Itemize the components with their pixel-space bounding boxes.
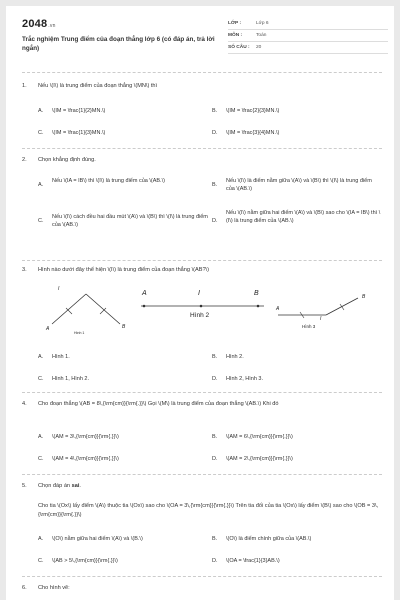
question-6: [22, 584, 382, 592]
option-text: \(AM = 4\,{\rm{cm}}{\rm{.}}\): [52, 456, 119, 462]
option-label: A.: [38, 108, 44, 114]
figure-3-label-a: A: [276, 306, 280, 312]
question-number: 5.: [22, 483, 27, 489]
option-text: \(AM = 6\,{\rm{cm}}{\rm{.}}\): [226, 434, 293, 440]
option-text: \(AM = 2\,{\rm{cm}}{\rm{.}}\): [226, 456, 293, 462]
figure-1-caption: Hình 1: [74, 331, 85, 335]
option-text: Hình 2, Hình 3.: [226, 376, 263, 382]
option-text: \(OA = \frac{1}{3}AB.\): [226, 558, 280, 564]
question-text: Nếu \(I\) là trung điểm của đoạn thẳng \(MN\) thì: [38, 83, 158, 89]
divider: [22, 474, 382, 475]
option-label: C.: [38, 456, 44, 462]
q1-option-a[interactable]: [38, 108, 198, 116]
question-text: [38, 482, 81, 490]
q2-option-d[interactable]: [212, 210, 382, 226]
meta-row-subject: [228, 30, 388, 42]
question-1: [22, 82, 382, 90]
meta-key: LỚP :: [228, 21, 242, 26]
q5-option-d[interactable]: [212, 558, 382, 566]
q5-option-a[interactable]: [38, 536, 208, 544]
option-text: \(AM = 3\,{\rm{cm}}{\rm{.}}\): [52, 434, 119, 440]
q1-option-d[interactable]: [212, 130, 382, 138]
logo-text: 2048: [22, 18, 48, 30]
meta-value: Toán: [256, 33, 267, 38]
option-text: Hình 1, Hình 2.: [52, 376, 89, 382]
option-label: D.: [212, 130, 218, 136]
q4-option-d[interactable]: [212, 456, 382, 464]
option-label: A.: [38, 182, 44, 188]
figure-2-label-a: A: [142, 290, 147, 297]
q3-option-c[interactable]: [38, 376, 198, 384]
q5-option-c[interactable]: [38, 558, 208, 566]
site-logo[interactable]: [22, 18, 56, 30]
meta-row-class: [228, 18, 388, 30]
option-label: D.: [212, 558, 218, 564]
option-text: \(O\) là điểm chính giữa của \(AB.\): [226, 536, 312, 542]
option-label: D.: [212, 218, 218, 224]
divider: [22, 576, 382, 577]
option-text: \(IM = \frac{2}{3}MN.\): [226, 108, 280, 114]
question-5-body: Cho tia \(Ox\) lấy điểm \(A\) thuộc tia \(Ox\) sao cho \(OA = 3\,{\rm{cm}}{\rm{.}}\) Trên tia đối của tia \(Ox\) lấy điểm \(B\) sao cho \(OB = 3\,{\rm{cm}}{\rm{.}}\): [38, 503, 379, 518]
question-number: 3.: [22, 267, 27, 273]
option-text: Hình 2.: [226, 354, 244, 360]
question-2: [22, 156, 382, 164]
q3-option-b[interactable]: [212, 354, 382, 362]
question-number: 2.: [22, 157, 27, 163]
question-4: [22, 400, 382, 409]
option-label: B.: [212, 182, 218, 188]
figure-1-label-b: B: [122, 324, 126, 330]
question-text-emphasis: sai: [71, 483, 80, 489]
figure-2-label-b: B: [254, 290, 259, 297]
figure-1-segment-ai: [52, 294, 86, 324]
meta-value: Lớp 6: [256, 21, 269, 26]
q4-option-a[interactable]: [38, 434, 208, 442]
option-text: \(IM = \frac{1}{2}MN.\): [52, 108, 106, 114]
option-label: C.: [38, 558, 44, 564]
figure-2-caption: Hình 2: [190, 312, 210, 319]
figure-3: [272, 288, 372, 328]
option-text: Nếu \(I\) là điểm nằm giữa \(A\) và \(B\) thì \(I\) là trung điểm của \(AB.\): [226, 178, 372, 192]
question-text: Cho đoạn thẳng \(AB = 8\,{\rm{cm}}{\rm{.}}\) Gọi \(M\) là trung điểm của đoạn thẳng \(AB.\) Khi đó: [38, 401, 279, 407]
option-text: \(O\) nằm giữa hai điểm \(A\) và \(B.\): [52, 536, 143, 542]
option-text: Nếu \(I\) nằm giữa hai điểm \(A\) và \(B\) sao cho \(IA = IB\) thì \(I\) là trung điểm của \(AB.\): [226, 210, 381, 224]
worksheet-page: [6, 6, 394, 600]
q2-option-a[interactable]: [38, 178, 208, 190]
option-text: Nếu \(IA = IB\) thì \(I\) là trung điểm của \(AB.\): [52, 178, 165, 184]
option-label: C.: [38, 218, 44, 224]
meta-key: MÔN :: [228, 33, 243, 38]
question-number: 6.: [22, 585, 27, 591]
q3-option-d[interactable]: [212, 376, 382, 384]
figure-3-label-b: B: [362, 294, 366, 300]
question-number: 4.: [22, 401, 27, 407]
option-text: \(IM = \frac{3}{4}MN.\): [226, 130, 280, 136]
question-text-suffix: .: [79, 483, 81, 489]
figure-2-point-a: [143, 305, 146, 308]
q2-option-b[interactable]: [212, 178, 382, 193]
option-label: B.: [212, 434, 218, 440]
meta-key: SỐ CÂU :: [228, 45, 250, 50]
option-label: A.: [38, 354, 44, 360]
q4-option-c[interactable]: [38, 456, 208, 464]
option-label: B.: [212, 108, 218, 114]
question-3: [22, 266, 382, 274]
page-title: Trắc nghiệm Trung điểm của đoạn thẳng lớp 6 (có đáp án, trả lời ngắn): [22, 36, 215, 52]
figure-1-label-i: I: [58, 286, 60, 292]
question-text: Cho hình vẽ:: [38, 585, 70, 591]
option-text: Nếu \(I\) cách đều hai đầu mút \(A\) và \(B\) thì \(I\) là trung điểm của \(AB.\): [52, 214, 208, 228]
question-5: [22, 482, 382, 490]
figure-2-point-i: [200, 305, 203, 308]
option-label: A.: [38, 536, 44, 542]
question-text: Hình nào dưới đây thể hiện \(I\) là trung điểm của đoạn thẳng \(AB?\): [38, 267, 209, 273]
option-label: B.: [212, 536, 218, 542]
option-label: D.: [212, 376, 218, 382]
worksheet-header: [22, 18, 380, 78]
question-number: 1.: [22, 83, 27, 89]
meta-table: [228, 18, 388, 54]
q4-option-b[interactable]: [212, 434, 382, 442]
figure-2-label-i: I: [198, 290, 200, 297]
option-text: \(IM = \frac{1}{3}MN.\): [52, 130, 106, 136]
divider: [22, 260, 382, 261]
meta-value: 20: [256, 45, 262, 50]
option-label: D.: [212, 456, 218, 462]
q1-option-b[interactable]: [212, 108, 382, 116]
q5-option-b[interactable]: [212, 536, 382, 544]
figure-1-segment-ib: [86, 294, 120, 324]
divider: [22, 392, 382, 393]
q1-option-c[interactable]: [38, 130, 198, 138]
option-label: C.: [38, 376, 44, 382]
option-label: B.: [212, 354, 218, 360]
logo-suffix: .vn: [48, 23, 56, 29]
question-text-prefix: Chọn đáp án: [38, 483, 72, 489]
figure-1: [36, 286, 136, 346]
q3-option-a[interactable]: [38, 354, 198, 362]
question-text: Chọn khẳng định đúng.: [38, 157, 96, 163]
divider: [22, 148, 382, 149]
meta-row-count: [228, 42, 388, 54]
figure-2-point-b: [257, 305, 260, 308]
figure-1-label-a: A: [46, 326, 50, 332]
option-text: Hình 1.: [52, 354, 70, 360]
figure-3-label-i: I: [320, 316, 322, 322]
divider: [22, 72, 382, 73]
option-label: C.: [38, 130, 44, 136]
figure-3-caption: Hình 3: [302, 324, 316, 329]
q2-option-c[interactable]: [38, 214, 208, 229]
option-text: \(AB > 5\,{\rm{cm}}{\rm{.}}\): [52, 558, 118, 564]
option-label: A.: [38, 434, 44, 440]
